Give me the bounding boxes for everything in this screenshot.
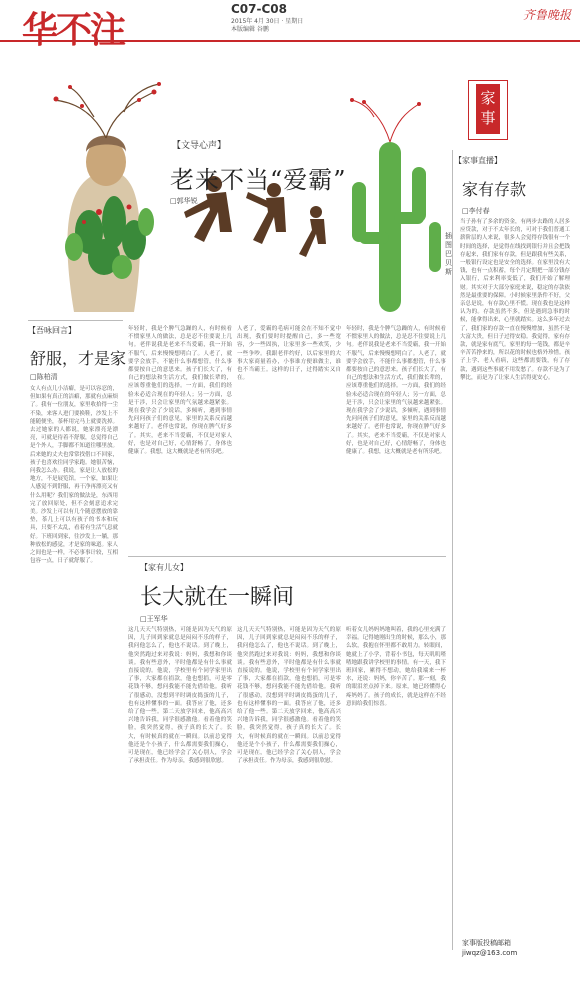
submission-label: 家事版投稿邮箱 bbox=[462, 939, 511, 947]
left-section-tag: 【吾咏回言】 bbox=[28, 326, 76, 335]
right-column-title: 家有存款 bbox=[462, 180, 527, 199]
left-section-title: 舒服，才是家 bbox=[30, 349, 127, 368]
mid-section-body-3: 年轻时，我是个脾气急躁的人，有时候看不惯家里人的做法，总是忍不住要说上几句。老伴说我是老来不当爱霸，我一开始不服气，后来慢慢想明白了。人老了，就要学会放手，不能什么事都想管，什么事都要按自己的意思来。孩子们长大了，有自己的想法和生活方式，我们做长辈的，应该尊重他们的选择。一方面，我们的经验未必适合现在的年轻人；另一方面，总是干涉，只会让家里的气氛越来越紧张。现在我学会了少说话，多倾听，遇到事情先问问孩子们的意见，家里的关系反而越来越好了。老伴也常说，你现在脾气好多了。其实，老来不当爱霸，不仅是对家人好，也是对自己好，心情舒畅了，身体也健康了。我想，这大概就是老有所乐吧。 bbox=[346, 326, 446, 456]
left-section-byline: □陈柏清 bbox=[30, 373, 58, 381]
submission-box bbox=[462, 938, 517, 958]
bottom-section-body-2: 这几天天气特别热，可能是因为天气的原因，儿子回到家就总是闷闷不乐的样子，我问他怎么了，他也不说话。到了晚上，他突然跑过来对我说：妈妈，我想和你谈谈。我有些意外，平时他都是有什么事就直接说的。他说，学校里有个同学家里出了事，大家都在捐款，他也想捐，可是零花钱不够，想问我能不能先借给他。我听了很感动，没想到平时调皮捣蛋的儿子，也有这样懂事的一面。我答应了他，还多给了他一些。第二天放学回来，他高高兴兴地告诉我，同学很感激他。看着他的笑脸，我突然觉得，孩子真的长大了。长大，有时候真的就在一瞬间。以前总觉得他还是个小孩子，什么都需要我们操心，可是现在，他已经学会了关心别人，学会了承担责任。作为母亲，我感到很欣慰。 bbox=[237, 627, 341, 765]
right-column-body: 当子孙有了多余的资金，有两步去路的人居多应贷款，对于不太年长的，可对于我们普通工薪阶层的人来说，很多人会觉得存钱很有一个时间的选择，是觉得在线找到银行并且会把钱存起来，我们家有存款，但是跟我有些关系，一般银行设定也是安全的选择。在家里没有大钱，也有一点积蓄，每个月定期把一部分钱存入银行，后来利率变低了，我们开始了解理财。其实对于大部分家庭来说，稳定的存款依然是最重要的保障。小时候家里条件不好，父亲总是说，有存款心里不慌。现在我也是这样认为的。存款虽然不多，但是遇到急事的时候，能拿得出来，心里就踏实。这么多年过去了，我们家的存款一直在慢慢增加，虽然不是大富大贵，但日子过得安稳。我觉得，家有存款，就是家有底气。家里的每一笔钱，都是辛辛苦苦挣来的，所以花的时候也格外珍惜。孩子上学、老人看病，这些都需要钱，有了存款，遇到这些事就不用发愁了。存款不是为了攀比，而是为了让家人生活得更安心。 bbox=[460, 219, 570, 381]
bottom-section-rule bbox=[128, 556, 446, 557]
page-numbers: C07-C08 bbox=[231, 2, 287, 16]
right-column-divider bbox=[452, 150, 453, 950]
bottom-section-byline: □王军华 bbox=[140, 615, 168, 623]
illustration-credit: 插图 巴贝斯 bbox=[445, 232, 452, 276]
right-column-tag: 【家事直播】 bbox=[454, 156, 502, 165]
feature-illustration bbox=[34, 72, 464, 322]
masthead: 华不注 bbox=[22, 9, 125, 51]
right-column-byline: □李付春 bbox=[462, 207, 490, 215]
header-meta bbox=[231, 18, 303, 34]
bottom-section-body: 这几天天气特别热，可能是因为天气的原因，儿子回到家就总是闷闷不乐的样子，我问他怎么了，他也不说话。到了晚上，他突然跑过来对我说：妈妈，我想和你谈谈。我有些意外，平时他都是有什么事就直接说的。他说，学校里有个同学家里出了事，大家都在捐款，他也想捐，可是零花钱不够，想问我能不能先借给他。我听了很感动，没想到平时调皮捣蛋的儿子，也有这样懂事的一面。我答应了他，还多给了他一些。第二天放学回来，他高高兴兴地告诉我，同学很感激他。看着他的笑脸，我突然觉得，孩子真的长大了。长大，有时候真的就在一瞬间。以前总觉得他还是个小孩子，什么都需要我们操心，可是现在，他已经学会了关心别人，学会了承担责任。作为母亲，我感到很欣慰。 bbox=[128, 627, 232, 765]
bottom-section-body-3: 听着女儿妈妈妈地叫着，我的心里充满了幸福。记得她刚出生的时候，那么小，那么软，我抱在怀里都不敢用力。转眼间，她就上了小学，背着小书包，每天叽叽喳喳地跟我讲学校里的事情。有一天，我下班回家，累得不想动，她给我端来一杯水，还说：妈妈，你辛苦了。那一刻，我的眼泪差点掉下来。原来，她已经懂得心疼妈妈了。孩子的成长，就是这样在不经意间给我们惊喜。 bbox=[346, 627, 446, 707]
mid-section-body: 年轻时，我是个脾气急躁的人，有时候看不惯家里人的做法，总是忍不住要说上几句。老伴说我是老来不当爱霸，我一开始不服气，后来慢慢想明白了。人老了，就要学会放手，不能什么事都想管，什么事都要按自己的意思来。孩子们长大了，有自己的想法和生活方式，我们做长辈的，应该尊重他们的选择。一方面，我们的经验未必适合现在的年轻人；另一方面，总是干涉，只会让家里的气氛越来越紧张。现在我学会了少说话，多倾听，遇到事情先问问孩子们的意见，家里的关系反而越来越好了。老伴也常说，你现在脾气好多了。其实，老来不当爱霸，不仅是对家人好，也是对自己好，心情舒畅了，身体也健康了。我想，这大概就是老有所乐吧。 bbox=[128, 326, 232, 456]
side-tag: 家事 bbox=[476, 84, 500, 134]
feature-topic-label: 【文导心声】 bbox=[172, 141, 227, 151]
brand-logo: 齐鲁晚报 bbox=[523, 8, 572, 22]
left-section-rule bbox=[28, 320, 123, 321]
header-editor: 本版编辑 谷鹏 bbox=[231, 26, 269, 33]
bottom-section-tag: 【家有儿女】 bbox=[140, 563, 188, 572]
mid-section-body-2: 人老了，爱霸的毛病可能会在不知不觉中出现，我们要时时提醒自己，多一些宽容，少一些固执，让家里多一些欢笑，少一些争吵。我跟老伴约好，以后家里的大事大家商量着办，小事谁方便谁做主，谁也不当霸王。这样的日子，过得踏实又自在。 bbox=[237, 326, 341, 382]
bottom-section-title: 长大就在一瞬间 bbox=[140, 585, 295, 610]
feature-title: 老来不当“爱霸” bbox=[170, 166, 347, 194]
header-date: 2015年 4月 30日 · 星期日 bbox=[231, 18, 304, 25]
left-section-body: 女人有点儿小洁癖，是可以容忍的，但如果有真正的洁癖，那就有点麻烦了。我有一位朋友，家里收拾得一尘不染，来客人进门要换鞋，沙发上不能随便坐，茶杯用完马上就要洗掉。去过她家的人都说，她家漂亮是漂亮，可就是待着不舒服，总觉得自己是个外人，手脚都不知道往哪里放。后来她的丈夫也常常找借口不回家，孩子也喜欢往同学家跑。她很苦恼，问我怎么办。我说，家是让人放松的地方，不是展览馆。一个家，如果让人感觉不到舒服，再干净再漂亮又有什么用呢？我们家的做法是，东西用完了放回原处，但不会刻意追求完美。沙发上可以有几个随意摆放的靠垫，茶几上可以有孩子的书本和玩具，只要不太乱，看着有生活气息就好。下班回到家，往沙发上一躺，那种放松的感觉，才是家的味道。家人之间也是一样，不必事事计较，互相包容一点，日子就舒服了。 bbox=[30, 386, 118, 565]
submission-email: jiwqz@163.com bbox=[462, 949, 518, 957]
feature-byline: □郭华锐 bbox=[170, 197, 198, 205]
